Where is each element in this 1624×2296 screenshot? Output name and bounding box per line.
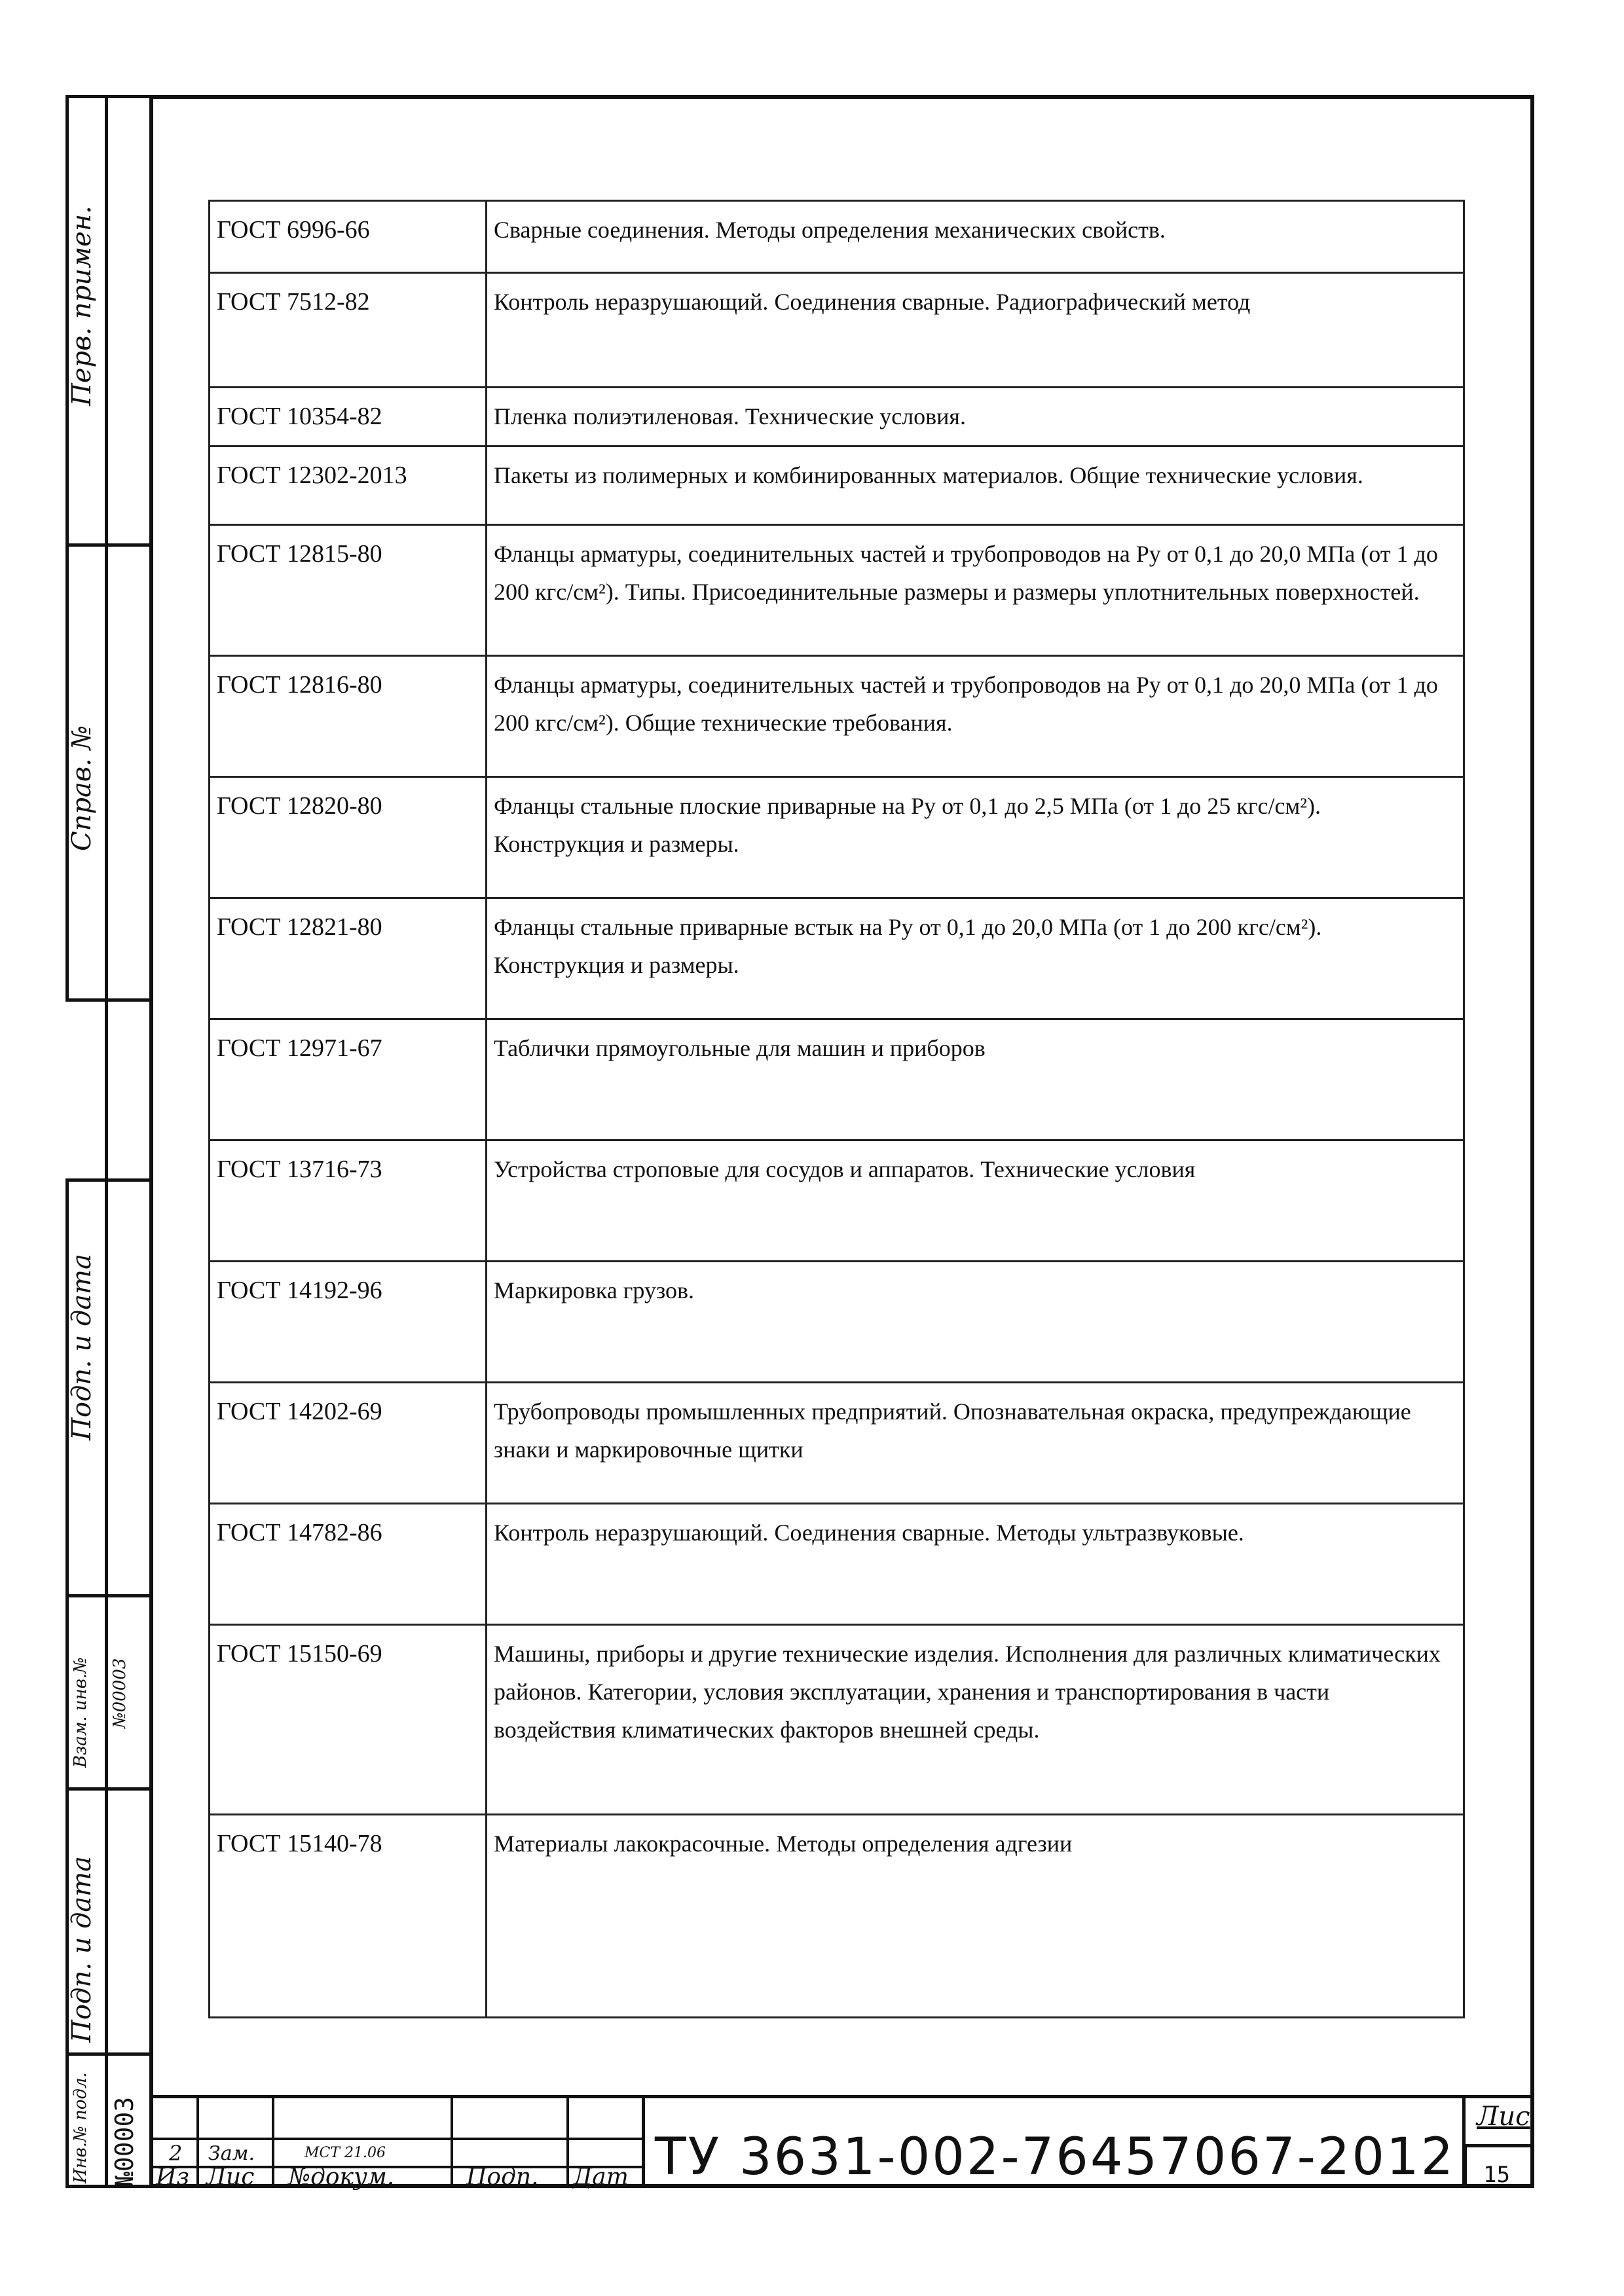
standard-code: ГОСТ 7512-82 [210,273,487,388]
podp-data-top-label: Подп. и дата [67,1254,97,1440]
standards-table [208,200,1465,2018]
standard-code: ГОСТ 12302-2013 [210,446,487,525]
inv-podl-label: Инв.№ подл. [71,2072,90,2183]
standard-row [210,1019,1464,1140]
standard-title: Пакеты из полимерных и комбинированных материалов. Общие технические условия. [487,446,1464,525]
standard-title: Таблички прямоугольные для машин и приборов [487,1019,1464,1140]
standard-title: Фланцы арматуры, соединительных частей и трубопроводов на Pу от 0,1 до 20,0 МПа (от 1 до 200 кгс/см²). Общие технические требования. [487,656,1464,777]
change-type: Зам. [208,2142,255,2165]
standard-row [210,656,1464,777]
standard-title: Маркировка грузов. [487,1262,1464,1383]
inv-no-value: №00003 [110,2096,139,2187]
standard-code: ГОСТ 15150-69 [210,1625,487,1815]
standard-title: Машины, приборы и другие технические изделия. Исполнения для различных климатических районов. Категории, условия эксплуатации, хранения и транспортирования в части воздействия климатических факторов внешней среды. [487,1625,1464,1815]
standard-row [210,525,1464,656]
sprav-no-label: Справ. № [67,725,97,851]
standard-code: ГОСТ 12821-80 [210,898,487,1019]
title-block-mid-line [153,2138,644,2140]
standard-row [210,1140,1464,1262]
col-doc-label: №докум. [288,2164,395,2191]
standard-code: ГОСТ 14782-86 [210,1504,487,1625]
standard-code: ГОСТ 13716-73 [210,1140,487,1262]
standard-row [210,777,1464,898]
strip-divider [105,95,108,2188]
standard-code: ГОСТ 12971-67 [210,1019,487,1140]
standard-row [210,1504,1464,1625]
standard-code: ГОСТ 12820-80 [210,777,487,898]
standard-title: Устройства строповые для сосудов и аппаратов. Технические условия [487,1140,1464,1262]
sheet-label: Лис [1477,2102,1530,2132]
col-date-label: Дат [573,2164,629,2191]
title-block-top-line [153,2095,1534,2098]
standard-title: Фланцы арматуры, соединительных частей и трубопроводов на Pу от 0,1 до 20,0 МПа (от 1 до 200 кгс/см²). Типы. Присоединительные размеры и размеры уплотнительных поверхностей. [487,525,1464,656]
standard-code: ГОСТ 12816-80 [210,656,487,777]
standard-row [210,446,1464,525]
col-sign-label: Подп. [466,2164,539,2191]
vzam-inv-value: №00003 [110,1658,130,1728]
col-lis-label: Лис [206,2164,255,2191]
perv-primen-label: Перв. примен. [67,206,97,406]
standard-title: Сварные соединения. Методы определения механических свойств. [487,201,1464,273]
title-block-col-3 [451,2095,453,2188]
standard-title: Контроль неразрушающий. Соединения сварные. Методы ультразвуковые. [487,1504,1464,1625]
standard-title: Материалы лакокрасочные. Методы определения адгезии [487,1815,1464,2018]
standard-row [210,1625,1464,1815]
standard-title: Фланцы стальные приварные встык на Pу от 0,1 до 20,0 МПа (от 1 до 200 кгс/см²). Конструкция и размеры. [487,898,1464,1019]
standard-code: ГОСТ 14202-69 [210,1383,487,1504]
standard-code: ГОСТ 14192-96 [210,1262,487,1383]
standard-row [210,1262,1464,1383]
standard-title: Пленка полиэтиленовая. Технические условия. [487,388,1464,446]
standard-row [210,273,1464,388]
podp-data-bottom-label: Подп. и дата [67,1856,97,2043]
standard-code: ГОСТ 10354-82 [210,388,487,446]
standard-row [210,201,1464,273]
standard-code: ГОСТ 12815-80 [210,525,487,656]
change-number: 2 [169,2141,183,2166]
vzam-inv-label: Взам. инв.№ [71,1657,90,1768]
standard-row [210,1815,1464,2018]
standard-title: Контроль неразрушающий. Соединения сварные. Радиографический метод [487,273,1464,388]
title-block-col-2 [272,2095,274,2188]
standard-row [210,1383,1464,1504]
standard-title: Трубопроводы промышленных предприятий. Опознавательная окраска, предупреждающие знаки и маркировочные щитки [487,1383,1464,1504]
document-code: ТУ 3631-002-76457067-2012 [655,2128,1456,2187]
sheet-number: 15 [1483,2162,1510,2188]
title-block-col-1 [196,2095,199,2188]
title-block-col-5 [642,2095,645,2188]
standard-code: ГОСТ 15140-78 [210,1815,487,2018]
standard-title: Фланцы стальные плоские приварные на Pу от 0,1 до 2,5 МПа (от 1 до 25 кгс/см²). Конструкция и размеры. [487,777,1464,898]
standard-code: ГОСТ 6996-66 [210,201,487,273]
standard-row [210,898,1464,1019]
title-block-col-4 [566,2095,569,2188]
change-document: МСТ 21.06 [304,2145,386,2161]
col-iz-label: Из [156,2164,190,2191]
standard-row [210,388,1464,446]
